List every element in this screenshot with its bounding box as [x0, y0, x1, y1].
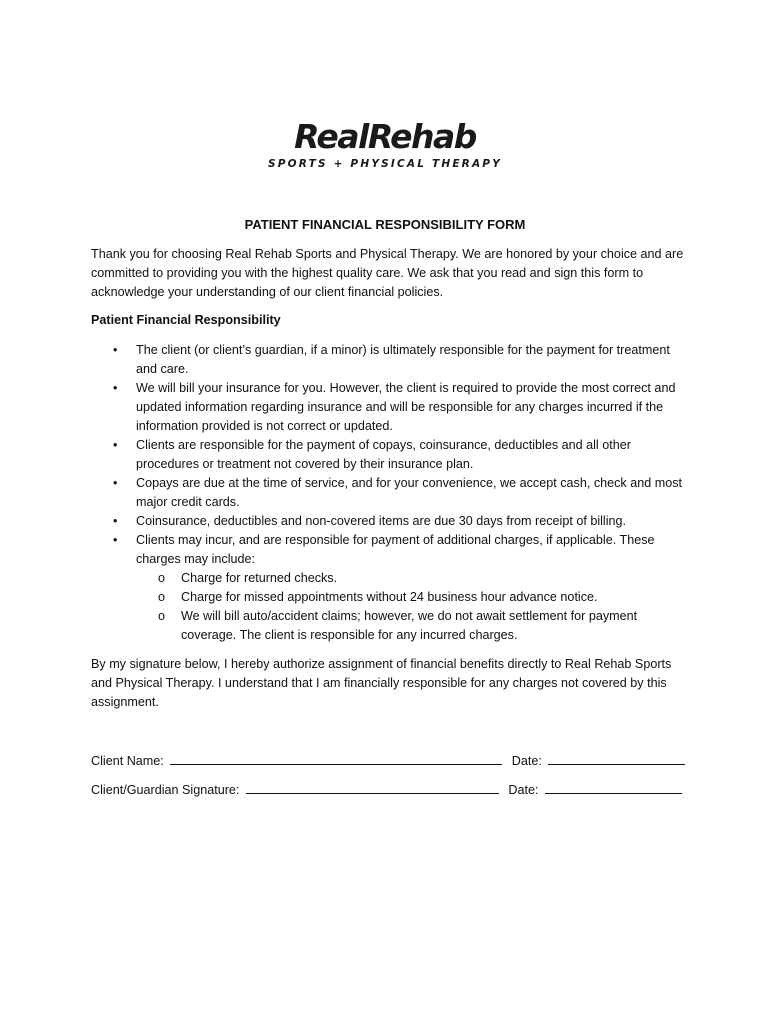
authorization-paragraph: By my signature below, I hereby authorize assignment of financial benefits directly to Real Rehab Sports and Physical Therapy. I understand that I am financially responsible for any charges not covered by this assignment.: [91, 657, 672, 709]
signature-date-field[interactable]: [545, 779, 682, 794]
sub-list-item: o Charge for missed appointments without 24 business hour advance notice.: [136, 588, 686, 607]
list-item: • Clients are responsible for the payment of copays, coinsurance, deductibles and all other procedures or treatment not covered by their insurance plan.: [91, 436, 686, 474]
signature-row: [91, 779, 686, 800]
logo-name: RealRehab: [294, 117, 476, 156]
logo-tagline: SPORTS + PHYSICAL THERAPY: [268, 158, 502, 170]
list-item-text: Clients may incur, and are responsible for payment of additional charges, if applicable. These charges may include:: [136, 533, 655, 566]
responsibility-list: [91, 341, 686, 645]
form-title: PATIENT FINANCIAL RESPONSIBILITY FORM: [244, 217, 526, 232]
sub-list-item: o Charge for returned checks.: [136, 569, 686, 588]
date-label: Date:: [511, 754, 542, 768]
list-item: • Coinsurance, deductibles and non-covered items are due 30 days from receipt of billing.: [91, 512, 686, 531]
list-item-with-subitems: [91, 531, 686, 645]
client-date-field[interactable]: [548, 750, 685, 765]
signature-label: Client/Guardian Signature:: [91, 783, 240, 797]
list-item: • We will bill your insurance for you. However, the client is required to provide the most correct and updated information regarding insurance and will be responsible for any charges incurred if the information provided is not correct or updated.: [91, 379, 686, 436]
additional-charges-list: [136, 569, 686, 645]
company-logo: [0, 118, 770, 171]
signature-field[interactable]: [246, 779, 499, 794]
date-label: Date:: [508, 783, 539, 797]
list-item: • Copays are due at the time of service, and for your convenience, we accept cash, check and most major credit cards.: [91, 474, 686, 512]
client-name-row: [91, 750, 686, 771]
list-item: • The client (or client’s guardian, if a minor) is ultimately responsible for the payment for treatment and care.: [91, 341, 686, 379]
client-name-label: Client Name:: [91, 754, 164, 768]
sub-list-item: o We will bill auto/accident claims; however, we do not await settlement for payment coverage. The client is responsible for any incurred charges.: [136, 607, 686, 645]
intro-paragraph: Thank you for choosing Real Rehab Sports and Physical Therapy. We are honored by your choice and are committed to providing you with the highest quality care. We ask that you read and sign this form to acknowledge your understanding of our client financial policies.: [91, 247, 684, 299]
client-name-field[interactable]: [170, 750, 502, 765]
section-heading: Patient Financial Responsibility: [91, 313, 281, 327]
